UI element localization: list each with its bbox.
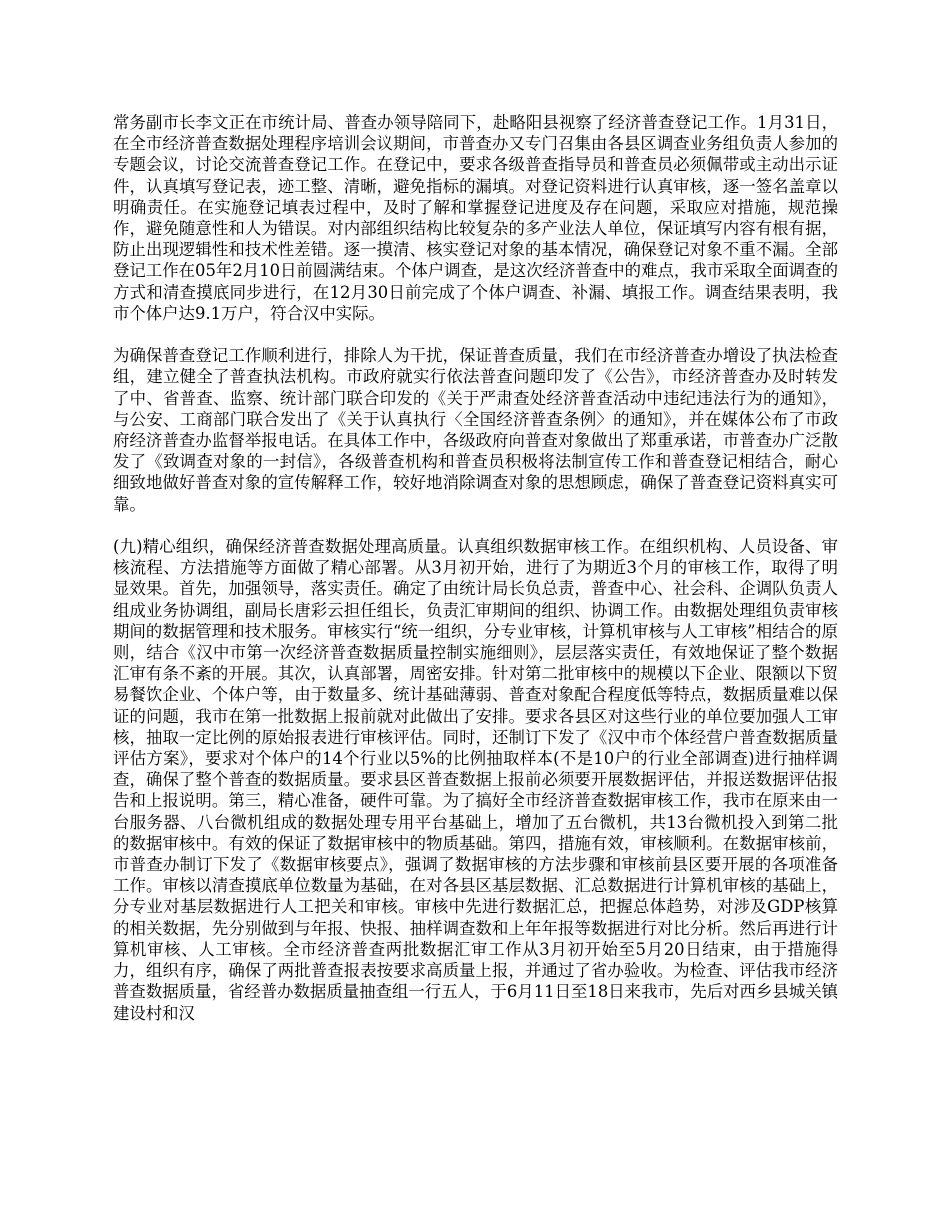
- document-body: [113, 112, 838, 1024]
- paragraph-registration-work: 常务副市长李文正在市统计局、普查办领导陪同下，赴略阳县视察了经济普查登记工作。1月31日，在全市经济普查数据处理程序培训会议期间，市普查办又专门召集由各县区调查业务组负责人参加的专题会议，讨论交流普查登记工作。在登记中，要求各级普查指导员和普查员必须佩带或主动出示证件，认真填写登记表，迹工整、清晰，避免指标的漏填。对登记资料进行认真审核，逐一签名盖章以明确责任。在实施登记填表过程中，及时了解和掌握登记进度及存在问题，采取应对措施，规范操作，避免随意性和人为错误。对内部组织结构比较复杂的多产业法人单位，保证填写内容有根有据，防止出现逻辑性和技术性差错。逐一摸清、核实登记对象的基本情况，确保登记对象不重不漏。全部登记工作在05年2月10日前圆满结束。个体户调查，是这次经济普查中的难点，我市采取全面调查的方式和清查摸底同步进行，在12月30日前完成了个体户调查、补漏、填报工作。调查结果表明，我市个体户达9.1万户，符合汉中实际。: [113, 113, 838, 323]
- paragraph-data-processing: (九)精心组织，确保经济普查数据处理高质量。认真组织数据审核工作。在组织机构、人员设备、审核流程、方法措施等方面做了精心部署。从3月初开始，进行了为期近3个月的审核工作，取得了明显效果。首先，加强领导，落实责任。确定了由统计局长负总责，普查中心、社会科、企调队负责人组成业务协调组，副局长唐彩云担任组长，负责汇审期间的组织、协调工作。由数据处理组负责审核期间的数据管理和技术服务。审核实行“统一组织，分专业审核，计算机审核与人工审核”相结合的原则，结合《汉中市第一次经济普查数据质量控制实施细则》，层层落实责任，有效地保证了整个数据汇审有条不紊的开展。其次，认真部署，周密安排。针对第二批审核中的规模以下企业、限额以下贸易餐饮企业、个体户等，由于数量多、统计基础薄弱、普查对象配合程度低等特点，数据质量难以保证的问题，我市在第一批数据上报前就对此做出了安排。要求各县区对这些行业的单位要加强人工审核，抽取一定比例的原始报表进行审核评估。同时，还制订下发了《汉中市个体经营户普查数据质量评估方案》，要求对个体户的14个行业以5%的比例抽取样本(不是10户的行业全部调查)进行抽样调查，确保了整个普查的数据质量。要求县区普查数据上报前必须要开展数据评估，并报送数据评估报告和上报说明。第三，精心准备，硬件可靠。为了搞好全市经济普查数据审核工作，我市在原来由一台服务器、八台微机组成的数据处理专用平台基础上，增加了五台微机，共13台微机投入到第二批的数据审核中。有效的保证了数据审核中的物质基础。第四，措施有效，审核顺利。在数据审核前，市普查办制订下发了《数据审核要点》，强调了数据审核的方法步骤和审核前县区要开展的各项准备工作。审核以清查摸底单位数量为基础，在对各县区基层数据、汇总数据进行计算机审核的基础上，分专业对基层数据进行人工把关和审核。审核中先进行数据汇总，把握总体趋势，对涉及GDP核算的相关数据，先分别做到与年报、快报、抽样调查数和上年年报等数据进行对比分析。然后再进行计算机审核、人工审核。全市经济普查两批数据汇审工作从3月初开始至5月20日结束，由于措施得力，组织有序，确保了两批普查报表按要求高质量上报，并通过了省办验收。为检查、评估我市经济普查数据质量，省经普办数据质量抽查组一行五人，于6月11日至18日来我市，先后对西乡县城关镇建设村和汉: [113, 537, 838, 1023]
- paragraph-law-enforcement: 为确保普查登记工作顺利进行，排除人为干扰，保证普查质量，我们在市经济普查办增设了执法检查组，建立健全了普查执法机构。市政府就实行依法普查问题印发了《公告》，市经济普查办及时转发了中、省普查、监察、统计部门联合印发的《关于严肃查处经济普查活动中违纪违法行为的通知》，与公安、工商部门联合发出了《关于认真执行〈全国经济普查条例〉的通知》，并在媒体公布了市政府经济普查办监督举报电话。在具体工作中，各级政府向普查对象做出了郑重承诺，市普查办广泛散发了《致调查对象的一封信》，各级普查机构和普查员积极将法制宣传工作和普查登记相结合，耐心细致地做好普查对象的宣传解释工作，较好地消除调查对象的思想顾虑，确保了普查登记资料真实可靠。: [113, 346, 838, 514]
